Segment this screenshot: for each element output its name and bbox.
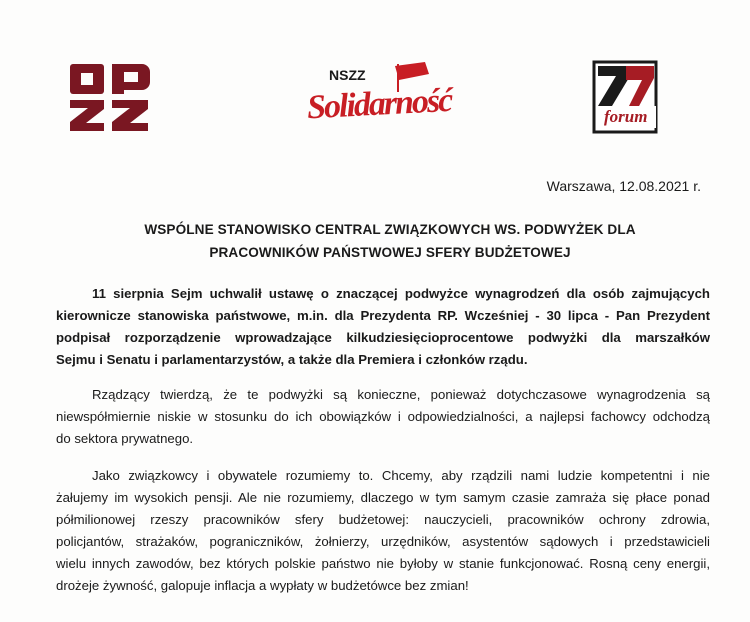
title-line: PRACOWNIKÓW PAŃSTWOWEJ SFERY BUDŻETOWEJ [209,245,571,260]
paragraph-line: kierownicze stanowiska państwowe, m.in. dla Prezydenta RP. Wcześniej - 30 lipca - Pan Prezydent [56,308,710,323]
paragraph-line: wielu innych zawodów, bez których polskie państwo nie byłoby w stanie funkcjonować. Rosną ceny energii, [56,556,710,571]
paragraph-line: żałujemy im wysokich pensji. Ale nie rozumiemy, dlaczego w tym samym czasie zamraża się płace ponad [56,490,710,505]
solidarnosc-logo [303,58,481,128]
nszz-text: NSZZ [329,67,366,83]
paragraph-line: do sektora prywatnego. [56,431,194,446]
forum-logo [592,60,662,134]
opzz-logo [66,60,152,134]
paragraph-line: Sejmu i Senatu i parlamentarzystów, a także dla Premiera i członków rządu. [56,352,528,367]
paragraph-line: drożeje żywność, galopuje inflacja a wypłaty w budżetówce bez zmian! [56,578,469,593]
paragraph-1 [56,283,710,371]
paragraph-3 [56,465,710,597]
paragraph-line: 11 sierpnia Sejm uchwalił ustawę o znaczącej podwyżce wynagrodzeń dla osób zajmujących [92,286,710,301]
paragraph-line: niewspółmiernie niskie w stosunku do ich obowiązków i odpowiedzialności, a najlepsi fachowcy odchodzą [56,409,710,424]
title-line: WSPÓLNE STANOWISKO CENTRAL ZWIĄZKOWYCH WS. PODWYŻEK DLA [144,222,636,237]
paragraph-line: półmilionowej rzeszy pracowników sfery budżetowej: nauczycieli, pracowników ochrony zdrowia, [56,512,710,527]
forum-text: forum [604,107,648,126]
document-title [60,218,720,264]
paragraph-line: Rządzący twierdzą, że te podwyżki są konieczne, ponieważ dotychczasowe wynagrodzenia są [92,387,710,402]
paragraph-line: policjantów, strażaków, pograniczników, żołnierzy, urzędników, asystentów sądowych i przedstawicieli [56,534,710,549]
paragraph-line: Jako związkowcy i obywatele rozumiemy to. Chcemy, aby rządzili nami ludzie kompetentni i nie [92,468,710,483]
solidarnosc-text: Solidarność [306,81,453,127]
paragraph-2 [56,384,710,450]
paragraph-line: podpisał rozporządzenie wprowadzające kilkudziesięcioprocentowe podwyżki dla marszałków [56,330,710,345]
document-date: Warszawa, 12.08.2021 r. [546,178,701,194]
